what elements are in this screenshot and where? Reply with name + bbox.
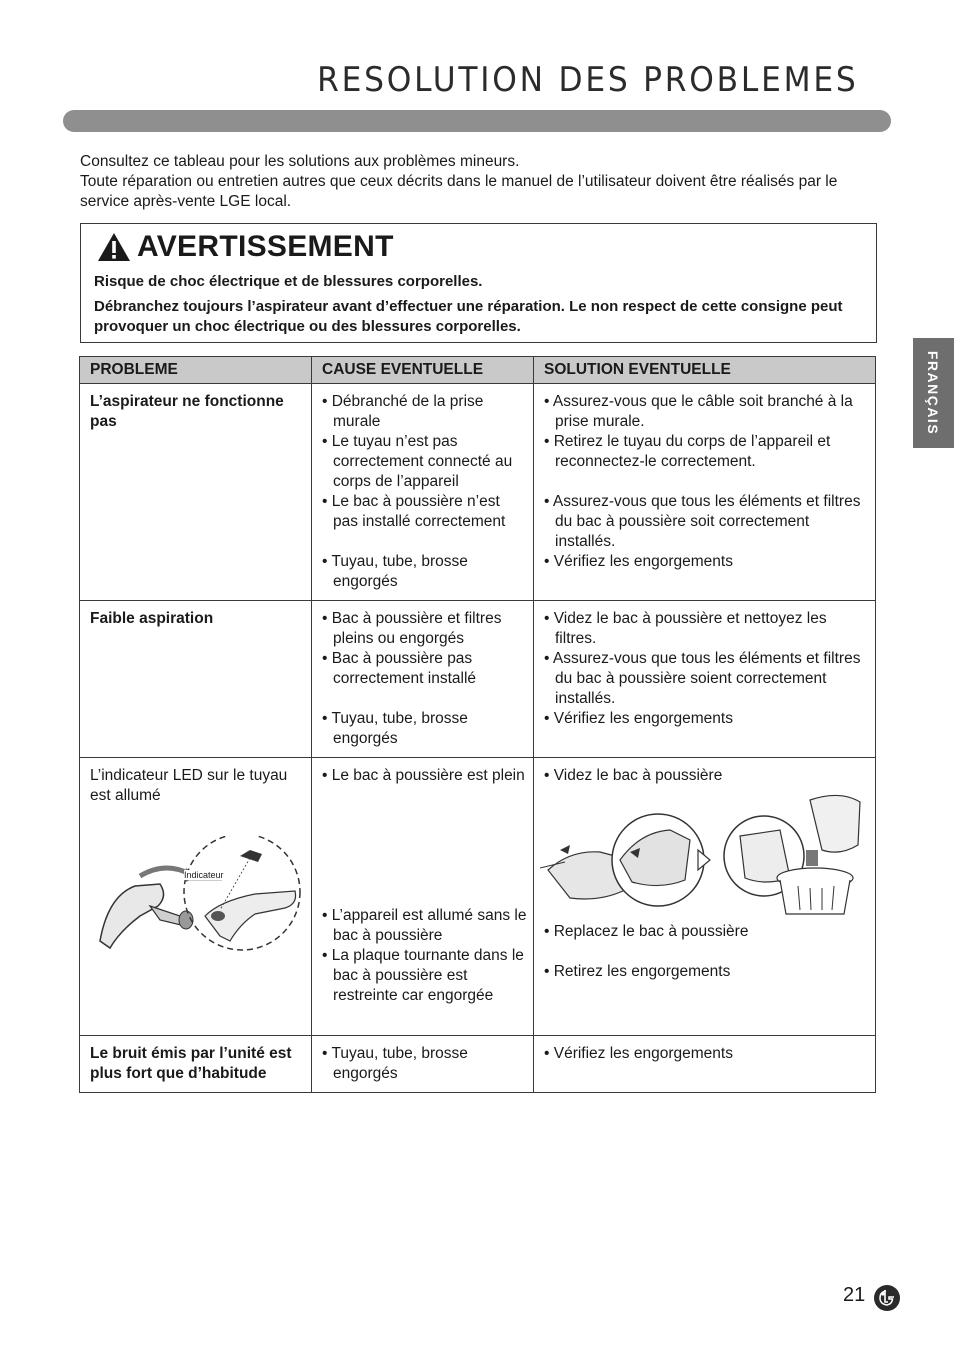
- list-item: • Videz le bac à poussière et nettoyez les filtres.: [544, 609, 871, 649]
- solution-cell: [534, 758, 876, 1036]
- list-item: • Vérifiez les engorgements: [544, 552, 871, 572]
- list-item: • Assurez-vous que tous les éléments et filtres du bac à poussière soit correctement installés.: [544, 492, 871, 552]
- table-header-row: [80, 357, 876, 384]
- lg-logo-text: [901, 1284, 902, 1285]
- warning-header: [97, 230, 394, 264]
- language-side-tab: [913, 338, 954, 448]
- cause-cell: [312, 758, 534, 1036]
- list-item: • Retirez les engorgements: [544, 962, 871, 982]
- warning-title: AVERTISSEMENT: [137, 230, 394, 263]
- list-item: • Tuyau, tube, brosse engorgés: [322, 709, 529, 749]
- problem-cell: L’aspirateur ne fonctionne pas: [80, 384, 312, 601]
- lg-logo: [873, 1284, 901, 1317]
- list-item: • Assurez-vous que tous les éléments et filtres du bac à poussière soient correctement installés.: [544, 649, 871, 709]
- problem-cell: Faible aspiration: [80, 601, 312, 758]
- list-item: • Vérifiez les engorgements: [544, 709, 871, 729]
- empty-dust-bin-illustration: [540, 790, 870, 920]
- list-item: • Vérifiez les engorgements: [544, 1044, 871, 1064]
- page-number: 21: [843, 1284, 866, 1306]
- list-item: • Bac à poussière pas correctement installé: [322, 649, 529, 689]
- list-item: • Videz le bac à poussière: [544, 766, 871, 786]
- list-item: • Retirez le tuyau du corps de l’appareil et reconnectez-le correctement.: [544, 432, 871, 472]
- troubleshooting-table: [79, 356, 876, 1093]
- solution-cell: [534, 601, 876, 758]
- warning-triangle-icon: [97, 232, 131, 262]
- list-item: • Assurez-vous que le câble soit branché à la prise murale.: [544, 392, 871, 432]
- table-row: [80, 384, 876, 601]
- lg-logo-icon: [873, 1284, 901, 1312]
- warning-line-1: Risque de choc électrique et de blessures corporelles.: [94, 273, 483, 290]
- warning-box: [80, 223, 877, 343]
- intro-text: [80, 152, 880, 212]
- list-item: • La plaque tournante dans le bac à poussière est restreinte car engorgée: [322, 946, 529, 1006]
- column-header-cause: CAUSE EVENTUELLE: [312, 357, 534, 384]
- led-indicator-illustration: [90, 836, 307, 962]
- indicator-label: Indicateur: [184, 870, 224, 880]
- column-header-solution: SOLUTION EVENTUELLE: [534, 357, 876, 384]
- list-item: • Le bac à poussière n’est pas installé correctement: [322, 492, 529, 532]
- table-row: [80, 601, 876, 758]
- language-label: FRANÇAIS: [925, 350, 942, 436]
- list-item: • L’appareil est allumé sans le bac à poussière: [322, 906, 529, 946]
- vacuum-handle-illustration: [90, 836, 305, 956]
- cause-cell: [312, 384, 534, 601]
- list-item: • Tuyau, tube, brosse engorgés: [322, 552, 529, 592]
- table-row: [80, 1036, 876, 1093]
- list-item: • Tuyau, tube, brosse engorgés: [322, 1044, 529, 1084]
- column-header-problem: PROBLEME: [80, 357, 312, 384]
- problem-cell: [80, 758, 312, 1036]
- problem-text: L’indicateur LED sur le tuyau est allumé: [90, 767, 288, 804]
- intro-line-2: Toute réparation ou entretien autres que ceux décrits dans le manuel de l’utilisateur doivent être réalisés par le service après-vente LGE local.: [80, 173, 838, 210]
- solution-cell: [534, 1036, 876, 1093]
- title-underline-bar: [63, 110, 891, 132]
- table-row: [80, 758, 876, 1036]
- cause-cell: [312, 1036, 534, 1093]
- list-item: • Bac à poussière et filtres pleins ou engorgés: [322, 609, 529, 649]
- intro-line-1: Consultez ce tableau pour les solutions aux problèmes mineurs.: [80, 153, 520, 170]
- list-item: • Le tuyau n’est pas correctement connecté au corps de l’appareil: [322, 432, 529, 492]
- problem-cell: Le bruit émis par l’unité est plus fort que d’habitude: [80, 1036, 312, 1093]
- warning-body: [94, 272, 854, 342]
- page-title: RESOLUTION DES PROBLEMES: [316, 60, 858, 100]
- warning-line-2: Débranchez toujours l’aspirateur avant d’effectuer une réparation. Le non respect de cette consigne peut provoquer un choc électrique ou des blessures corporelles.: [94, 298, 843, 335]
- list-item: • Le bac à poussière est plein: [322, 766, 529, 786]
- cause-cell: [312, 601, 534, 758]
- list-item: • Replacez le bac à poussière: [544, 922, 871, 942]
- list-item: • Débranché de la prise murale: [322, 392, 529, 432]
- solution-cell: [534, 384, 876, 601]
